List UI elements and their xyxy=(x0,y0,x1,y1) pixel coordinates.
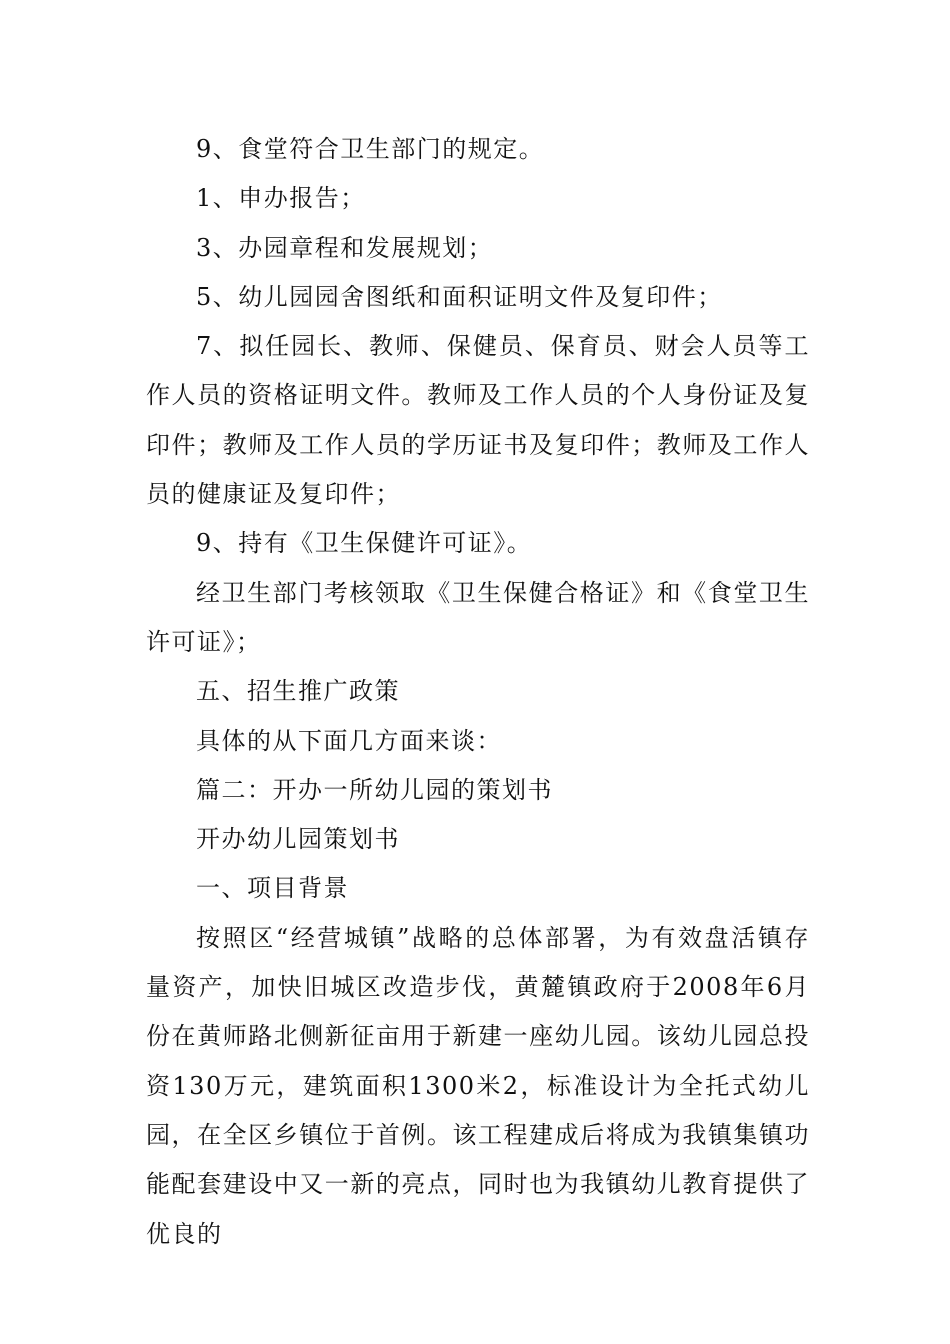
paragraph: 具体的从下面几方面来谈： xyxy=(196,726,502,755)
paragraph: 3、办园章程和发展规划； xyxy=(196,233,494,262)
paragraph: 1、申办报告； xyxy=(196,184,366,213)
section-heading: 五、招生推广政策 xyxy=(196,677,400,706)
document-body xyxy=(146,125,810,1259)
paragraph: 经卫生部门考核领取《卫生保健合格证》和《食堂卫生许可证》； xyxy=(146,578,810,656)
paragraph: 7、拟任园长、教师、保健员、保育员、财会人员等工作人员的资格证明文件。教师及工作人员的个人身份证及复印件；教师及工作人员的学历证书及复印件；教师及工作人员的健康证及复印件； xyxy=(146,332,810,509)
paragraph: 9、持有《卫生保健许可证》。 xyxy=(196,529,533,558)
paragraph: 5、幼儿园园舍图纸和面积证明文件及复印件； xyxy=(196,282,723,311)
section-heading: 一、项目背景 xyxy=(196,874,349,903)
chapter-title: 篇二：开办一所幼儿园的策划书 xyxy=(196,775,553,804)
paragraph: 按照区“经营城镇”战略的总体部署，为有效盘活镇存量资产，加快旧城区改造步伐，黄麓镇政府于2008年6月份在黄师路北侧新征亩用于新建一座幼儿园。该幼儿园总投资130万元，建筑面积1300米2，标准设计为全托式幼儿园，在全区乡镇位于首例。该工程建成后将成为我镇集镇功能配套建设中又一新的亮点，同时也为我镇幼儿教育提供了优良的 xyxy=(146,923,810,1248)
document-title: 开办幼儿园策划书 xyxy=(196,825,400,854)
paragraph: 9、食堂符合卫生部门的规定。 xyxy=(196,135,545,163)
